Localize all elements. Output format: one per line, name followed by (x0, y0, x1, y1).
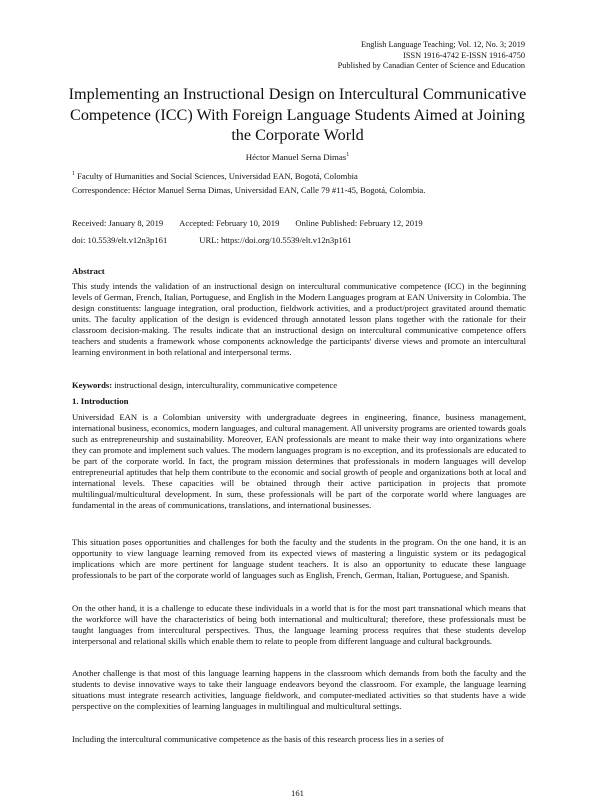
abstract-heading: Abstract (72, 266, 105, 276)
article-url[interactable]: URL: https://doi.org/10.5539/elt.v12n3p161 (199, 235, 352, 245)
accepted-date: Accepted: February 10, 2019 (179, 218, 280, 228)
author-affiliation-marker: 1 (346, 152, 350, 159)
paragraph: On the other hand, it is a challenge to educate these individuals in a world that is for the most part transnational which means that the workforce will have the characteristics of being both international and multicultural; therefore, these professionals must be taught languages from intercultural perspectives. Thus, the language learning process requires that these students develop interpersonal and relational skills which enable them to relate to people from different language and cultural backgrounds. (72, 603, 526, 646)
affiliation (72, 169, 526, 182)
page-number: 161 (291, 788, 304, 798)
journal-header (338, 40, 525, 72)
abstract-text: This study intends the validation of an instructional design on intercultural communicative competence (ICC) in the beginning levels of German, French, Italian, Portuguese, and English in the Modern Languages program at EAN University in Colombia. The design constituents: language integration, oral production, fieldwork activities, and a product/project gravitated around thematic units. The faculty application of the design is evidenced through annotated lesson plans together with the rationale for their classroom decision-making. The results indicate that an instructional design on intercultural communicative competence offers teachers and students a framework whose components acknowledge the participants' diverse views and promote an intercultural learning environment in both relational and interpersonal terms. (72, 281, 526, 357)
publication-dates (72, 218, 526, 229)
online-date: Online Published: February 12, 2019 (295, 218, 423, 228)
author-name: Héctor Manuel Serna Dimas (245, 152, 347, 162)
keywords-label: Keywords: (72, 380, 113, 390)
paragraph: Universidad EAN is a Colombian university with undergraduate degrees in engineering, finance, business management, international business, economics, modern languages, and cultural management. All university programs are oriented towards goals such as entrepreneurship and sustainability. Moreover, EAN professionals are meant to make their way into organizations where they can promote and implement such values. The modern languages program is no exception, and its professionals are educated to be part of the corporate world. In fact, the program mission determines that professionals in modern languages will develop entrepreneurial aptitudes that help them contribute to the economic and social growth of people and organizations both at local and international levels. These capacities will be obtained through their active participation in projects that promote multilingual/multicultural development. In sum, these professionals will be part of the corporate world where languages are fundamental in the areas of communications, translations, and international businesses. (72, 412, 526, 510)
paragraph: This situation poses opportunities and challenges for both the faculty and the students in the program. On the one hand, it is an opportunity to view language learning removed from its expected views of mastering a linguistic system or its pedagogical implications which are more pertinent for language student teachers. It is also an opportunity to educate these language professionals to be part of the corporate world of languages such as English, French, German, Italian, Portuguese, and Spanish. (72, 537, 526, 580)
author-line (0, 152, 595, 162)
keywords (72, 380, 526, 391)
affiliation-marker: 1 (72, 171, 75, 177)
doi-url-line (72, 235, 526, 246)
issn-line: ISSN 1916-4742 E-ISSN 1916-4750 (403, 50, 525, 60)
publisher-line: Published by Canadian Center of Science and Education (337, 61, 525, 71)
correspondence: Correspondence: Héctor Manuel Serna Dimas, Universidad EAN, Calle 79 #11-45, Bogotá, Colombia. (72, 185, 426, 195)
article-title: Implementing an Instructional Design on Intercultural Communicative Competence (ICC) With Foreign Language Students Aimed at Joining the Corporate World (68, 85, 527, 145)
section-heading-introduction: 1. Introduction (72, 396, 129, 406)
journal-citation: English Language Teaching; Vol. 12, No. 3; 2019 (361, 40, 525, 49)
paragraph: Including the intercultural communicative competence as the basis of this research process lies in a series of (72, 734, 444, 744)
received-date: Received: January 8, 2019 (72, 218, 164, 228)
affiliation-text: Faculty of Humanities and Social Sciences, Universidad EAN, Bogotá, Colombia (77, 170, 358, 181)
doi: doi: 10.5539/elt.v12n3p161 (72, 235, 168, 245)
keywords-text: instructional design, interculturality, communicative competence (112, 380, 338, 390)
paragraph: Another challenge is that most of this language learning happens in the classroom which demands from both the faculty and the students to devise innovative ways to take their language endeavors beyond the classroom. For example, the language learning situations must integrate research activities, language fieldwork, and computer-mediated activities so that students have a wide perspective on the complexities of learning languages in multilingual and multicultural settings. (72, 668, 526, 711)
